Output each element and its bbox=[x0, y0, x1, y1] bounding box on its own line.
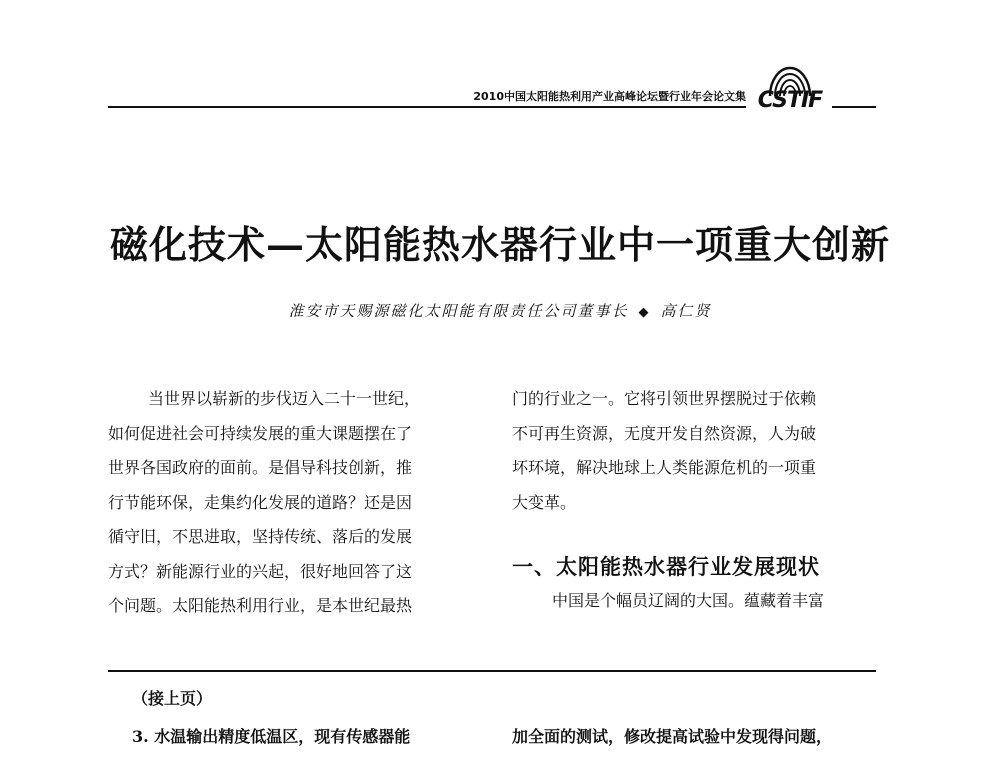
body-line: 中国是个幅员辽阔的大国。蕴藏着丰富 bbox=[552, 591, 825, 610]
header-rule bbox=[108, 106, 746, 108]
body-line: 循守旧，不思进取，坚持传统、落后的发展 bbox=[108, 527, 413, 546]
body-line: 方式？新能源行业的兴起，很好地回答了这 bbox=[108, 561, 413, 581]
diamond-separator-icon: ◆ bbox=[638, 305, 651, 320]
section-divider bbox=[108, 670, 876, 672]
body-line: 不可再生资源，无度开发自然资源，人为破 bbox=[512, 423, 817, 443]
body-column-left bbox=[108, 382, 480, 624]
author-affiliation: 淮安市天赐源磁化太阳能有限责任公司董事长 bbox=[288, 302, 629, 320]
cstif-logo bbox=[748, 58, 832, 116]
header-rule-right bbox=[832, 106, 876, 108]
body-line: 个问题。太阳能热利用行业，是本世纪最热 bbox=[108, 596, 413, 615]
author-name: 高仁贤 bbox=[660, 302, 712, 320]
logo-text: CSTIF bbox=[757, 88, 823, 113]
continued-label: （接上页） bbox=[132, 689, 213, 708]
body-line: 门的行业之一。它将引领世界摆脱过于依赖 bbox=[512, 389, 817, 408]
proceedings-title: 2010中国太阳能热利用产业高峰论坛暨行业年会论文集 bbox=[473, 90, 746, 103]
article-title: 磁化技术—太阳能热水器行业中一项重大创新 bbox=[109, 222, 890, 267]
byline bbox=[100, 300, 900, 321]
body-line: 大变革。 bbox=[512, 492, 577, 512]
body-column-right bbox=[512, 382, 884, 619]
body-line: 行节能环保，走集约化发展的道路？还是因 bbox=[108, 492, 413, 512]
body-line: 当世界以崭新的步伐迈入二十一世纪， bbox=[148, 389, 421, 408]
body-line: 世界各国政府的面前。是倡导科技创新，推 bbox=[108, 458, 413, 477]
body-line: 坏环境，解决地球上人类能源危机的一项重 bbox=[512, 458, 817, 477]
continued-text-left: 3. 水温输出精度低温区，现有传感器能 bbox=[132, 727, 411, 746]
body-line: 如何促进社会可持续发展的重大课题摆在了 bbox=[108, 423, 413, 443]
continued-text-right: 加全面的测试，修改提高试验中发现得问题， bbox=[512, 727, 833, 746]
section-heading: 一、太阳能热水器行业发展现状 bbox=[512, 554, 820, 579]
